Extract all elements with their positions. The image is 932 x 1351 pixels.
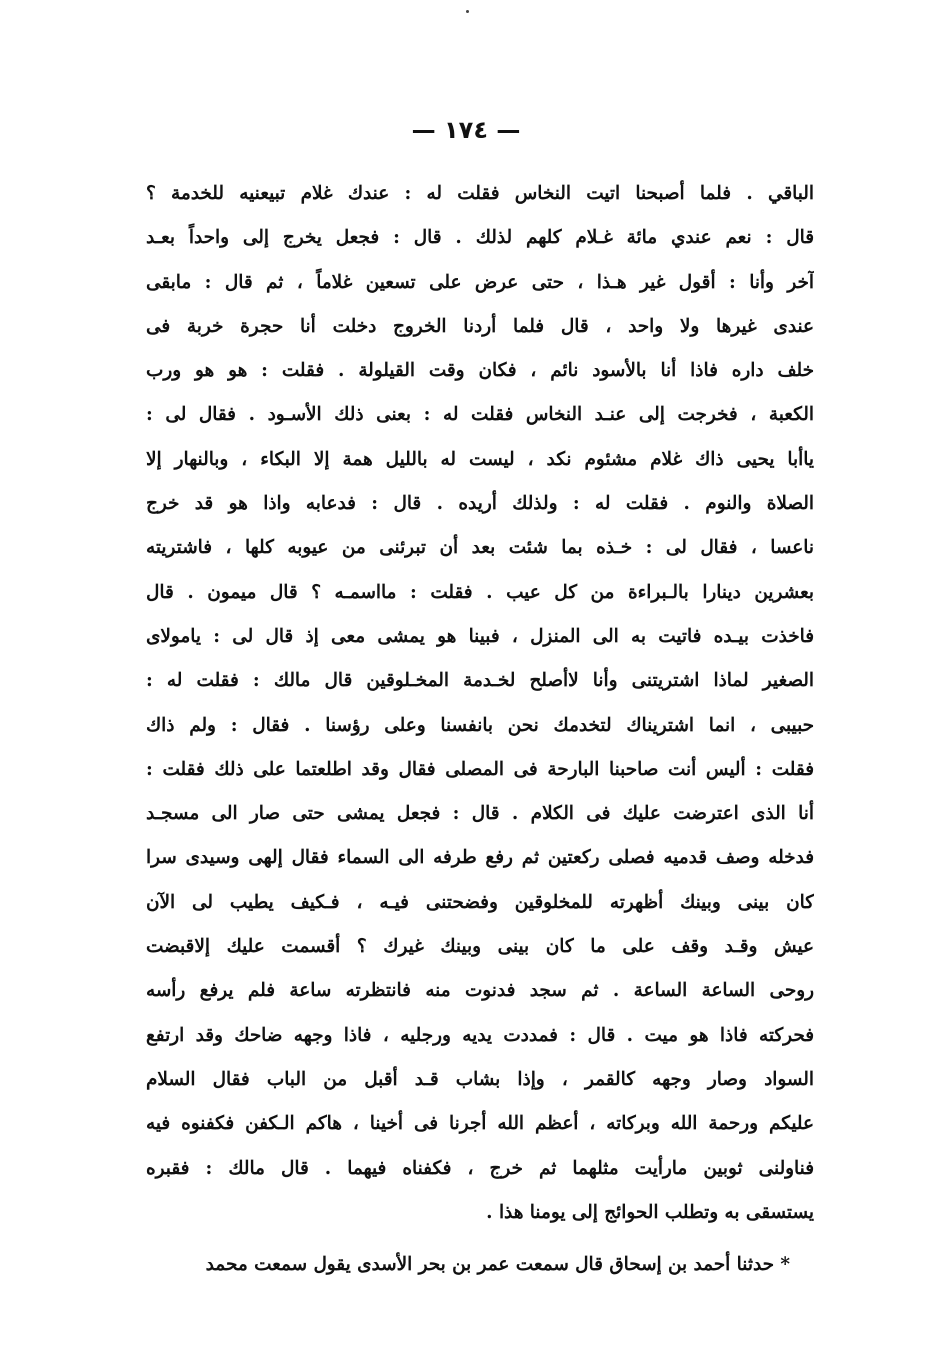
text-line: الباقي . فلما أصبحنا اتيت النخاس فقلت له : عندك غلام تبيعنيه للخدمة ؟: [146, 183, 814, 204]
text-line: روحى الساعة الساعة . ثم سجد فدنوت منه فانتظرته ساعة فلم يرفع رأسه: [146, 980, 814, 1002]
text-line: ناعسا ، فقال لى : خـذه بما شئت بعد أن تبرئنى من عيوبه كلها ، فاشتريته: [146, 537, 814, 559]
body-text: [146, 172, 814, 1287]
text-line: الصغير لماذا اشتريتنى وأنا لاأصلح لخـدمة المخـلوقين قال مالك : فقلت له :: [146, 670, 814, 692]
text-line: حبيبى ، انما اشتريناك لتخدمك نحن بانفسنا وعلى رؤسنا . فقال : ولم ذاك: [146, 714, 814, 736]
page-number: — ١٧٤ —: [411, 116, 521, 144]
text-line: آخر وأنا : أقول غير هـذا ، حتى عرض على تسعين غلاماً ، ثم قال : مابقى: [146, 271, 814, 293]
text-line: فناولنى ثوبين مارأيت مثلهما ثم خرج ، فكفناه فيهما . قال مالك : فقبره: [146, 1157, 814, 1179]
text-line: ياأبا يحيى ذاك غلام مشئوم نكد ، ليست له بالليل همة إلا البكاء ، وبالنهار إلا: [146, 448, 814, 470]
text-line: السواد وصار وجهه كالقمر ، وإذا بشاب قـد أقبل من الباب فقال السلام: [146, 1068, 814, 1090]
text-line: عيش وقـد وقف على ما كان بينى وبينك غيرك ؟ أقسمت عليك إلاقبضت: [146, 936, 814, 958]
text-line: عليكم ورحمة الله وبركاته ، أعظم الله أجرنا فى أخينا ، هاكم الـكفن فكفنوه فيه: [146, 1113, 814, 1135]
speck-mark: [466, 10, 469, 13]
text-line-last: يستسقى به وتطلب الحوائج إلى يومنا هذا .: [486, 1201, 814, 1223]
hadith-line: * حدثنا أحمد بن إسحاق قال سمعت عمر بن بحر الأسدى يقول سمعت محمد: [205, 1254, 790, 1276]
text-line: خلف داره فاذا أنا بالأسود نائم ، فكان وقت القيلولة . فقلت : هو هو ورب: [146, 360, 814, 382]
text-line: أنا الذى اعترضت عليك فى الكلام . قال : فجعل يمشى حتى صار الى مسجـد: [146, 803, 814, 825]
text-line: قال : نعم عندي مائة غـلام كلهم لذلك . قال : فجعل يخرج إلى واحداً بعـد: [146, 227, 814, 249]
text-line: فحركته فاذا هو ميت . قال : فمددت يديه ورجليه ، فاذا وجهه ضاحك وقد ارتفع: [146, 1024, 814, 1046]
text-line: بعشرين دينارا بالـبراءة من كل عيب . فقلت : مااسمـه ؟ قال ميمون . قال: [146, 581, 814, 603]
text-line: فاخذت بيـده فاتيت به الى المنزل ، فبينا هو يمشى معى إذ قال لى : يامولاى: [146, 625, 814, 647]
text-line: فدخله وصف قدميه فصلى ركعتين ثم رفع طرفه الى السماء فقال إلهى وسيدى سرا: [146, 847, 814, 869]
text-line: الصلاة والنوم . فقلت له : ولذلك أريده . قال : فدعابه واذا هو قد خرج: [146, 493, 814, 515]
text-line: كان بينى وبينك أظهرته للمخلوقين وفضحتنى فيـه ، فـكيف يطيب لى الآن: [146, 891, 814, 913]
text-line: الكعبة ، فخرجت إلى عنـد النخاس فقلت له : بعنى ذلك الأسـود . فقال لى :: [146, 404, 814, 426]
text-line: عندى غيرها ولا واحد ، قال فلما أردنا الخروج دخلت أنا حجرة خربة فى: [146, 315, 814, 337]
text-line: فقلت : أليس أنت صاحبنا البارحة فى المصلى فقال وقد اطلعتما على ذلك فقلت :: [146, 758, 814, 780]
